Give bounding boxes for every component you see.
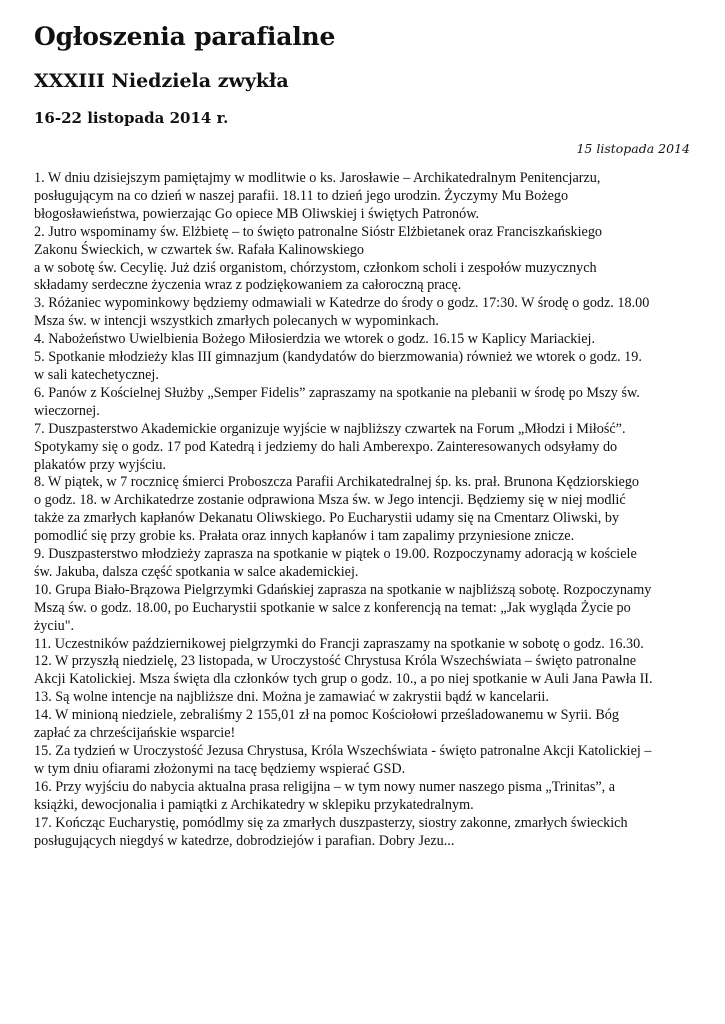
announcements-text bbox=[34, 170, 690, 850]
text-line: posługujących niegdyś w katedrze, dobrodziejów i parafian. Dobry Jezu... bbox=[34, 832, 455, 849]
text-line: Msza św. w intencji wszystkich zmarłych polecanych w wypominkach. bbox=[34, 313, 439, 330]
text-line: a w sobotę św. Cecylię. Już dziś organistom, chórzystom, członkom scholi i zespołów muzycznych bbox=[34, 259, 597, 276]
text-line: Akcji Katolickiej. Msza święta dla członków tych grup o godz. 10., a po niej spotkanie w Auli Jana Pawła II. bbox=[34, 671, 653, 688]
text-line: 8. W piątek, w 7 rocznicę śmierci Proboszcza Parafii Archikatedralnej śp. ks. prał. Brunona Kędziorskiego bbox=[34, 474, 640, 491]
text-line: książki, dewocjonalia i pamiątki z Archikatedry w sklepiku przykatedralnym. bbox=[34, 796, 474, 813]
text-line: składamy serdeczne życzenia wraz z podziękowaniem za całoroczną pracę. bbox=[34, 277, 462, 294]
text-line: 7. Duszpasterstwo Akademickie organizuje wyjście w najbliższy czwartek na Forum „Młodzi i Miłość”. bbox=[34, 420, 626, 437]
text-line: Spotykamy się o godz. 17 pod Katedrą i jedziemy do hali Amberexpo. Zainteresowanych odsyłamy do bbox=[34, 438, 618, 455]
text-line: 16. Przy wyjściu do nabycia aktualna prasa religijna – w tym nowy numer naszego pisma „Trinitas”, a bbox=[34, 778, 616, 795]
page-title: Ogłoszenia parafialne bbox=[34, 22, 336, 51]
text-line: wieczornej. bbox=[34, 402, 100, 419]
page-subtitle: XXXIII Niedziela zwykła bbox=[34, 70, 289, 92]
publication-date: 15 listopada 2014 bbox=[576, 141, 690, 156]
text-line: o godz. 18. w Archikatedrze zostanie odprawiona Msza św. w Jego intencji. Będziemy się w niej modlić bbox=[34, 492, 626, 509]
text-line: 1. W dniu dzisiejszym pamiętajmy w modlitwie o ks. Jarosławie – Archikatedralnym Penitencjarzu, bbox=[34, 170, 601, 186]
text-line: posługującym na co dzień w naszej parafii. 18.11 to dzień jego urodzin. Życzymy Mu Bożego bbox=[34, 187, 569, 204]
text-line: 17. Kończąc Eucharystię, pomódlmy się za zmarłych duszpasterzy, siostry zakonne, zmarłych świeckich bbox=[34, 814, 628, 831]
text-line: 10. Grupa Biało-Brązowa Pielgrzymki Gdańskiej zaprasza na spotkanie w najbliższą sobotę. Rozpoczynamy bbox=[34, 581, 652, 598]
text-line: św. Jakuba, dalsza część spotkania w salce akademickiej. bbox=[34, 563, 359, 580]
text-line: życiu". bbox=[34, 617, 75, 634]
text-line: także za zmarłych kapłanów Dekanatu Oliwskiego. Po Eucharystii udamy się na Cmentarz Oliwski, by bbox=[34, 510, 620, 527]
text-line: w tym dniu ofiarami złożonymi na tacę będziemy wspierać GSD. bbox=[34, 760, 406, 777]
text-line: 14. W minioną niedziele, zebraliśmy 2 155,01 zł na pomoc Kościołowi prześladowanemu w Syrii. Bóg bbox=[34, 707, 619, 724]
document-page bbox=[34, 0, 690, 850]
text-line: Mszą św. o godz. 18.00, po Eucharystii spotkanie w salce z konferencją na temat: „Jak wygląda Życie po bbox=[34, 599, 631, 616]
text-line: błogosławieństwa, powierzając Go opiece MB Oliwskiej i świętych Patronów. bbox=[34, 205, 480, 222]
text-line: w sali katechetycznej. bbox=[34, 366, 159, 383]
text-line: 13. Są wolne intencje na najbliższe dni. Można je zamawiać w zakrystii bądź w kancelarii. bbox=[34, 689, 549, 706]
text-line: 6. Panów z Kościelnej Służby „Semper Fidelis” zapraszamy na spotkanie na plebanii w środę po Mszy św. bbox=[34, 384, 640, 401]
text-line: 3. Różaniec wypominkowy będziemy odmawiali w Katedrze do środy o godz. 17:30. W środę o godz. 18.00 bbox=[34, 295, 650, 312]
text-line: 15. Za tydzień w Uroczystość Jezusa Chrystusa, Króla Wszechświata - święto patronalne Akcji Katolickiej – bbox=[34, 743, 652, 759]
text-line: 5. Spotkanie młodzieży klas III gimnazjum (kandydatów do bierzmowania) również we wtorek o godz. 19. bbox=[34, 349, 642, 366]
text-line: zapłać za chrześcijańskie wsparcie! bbox=[34, 725, 236, 742]
text-line: plakatów przy wyjściu. bbox=[34, 456, 166, 473]
text-line: pomodlić się przy grobie ks. Prałata oraz innych kapłanów i tam zapalimy przyniesione znicze. bbox=[34, 528, 575, 545]
date-range: 16-22 listopada 2014 r. bbox=[34, 109, 229, 127]
text-line: Zakonu Świeckich, w czwartek św. Rafała Kalinowskiego bbox=[34, 241, 365, 258]
text-line: 4. Nabożeństwo Uwielbienia Bożego Miłosierdzia we wtorek o godz. 16.15 w Kaplicy Mariackiej. bbox=[34, 331, 596, 348]
text-line: 12. W przyszłą niedzielę, 23 listopada, w Uroczystość Chrystusa Króla Wszechświata – święto patronalne bbox=[34, 653, 637, 670]
text-line: 11. Uczestników październikowej pielgrzymki do Francji zapraszamy na spotkanie w sobotę o godz. 16.30. bbox=[34, 635, 644, 652]
text-line: 9. Duszpasterstwo młodzieży zaprasza na spotkanie w piątek o 19.00. Rozpoczynamy adoracją w kościele bbox=[34, 546, 637, 563]
text-line: 2. Jutro wspominamy św. Elżbietę – to święto patronalne Sióstr Elżbietanek oraz Franciszkańskiego bbox=[34, 223, 603, 240]
